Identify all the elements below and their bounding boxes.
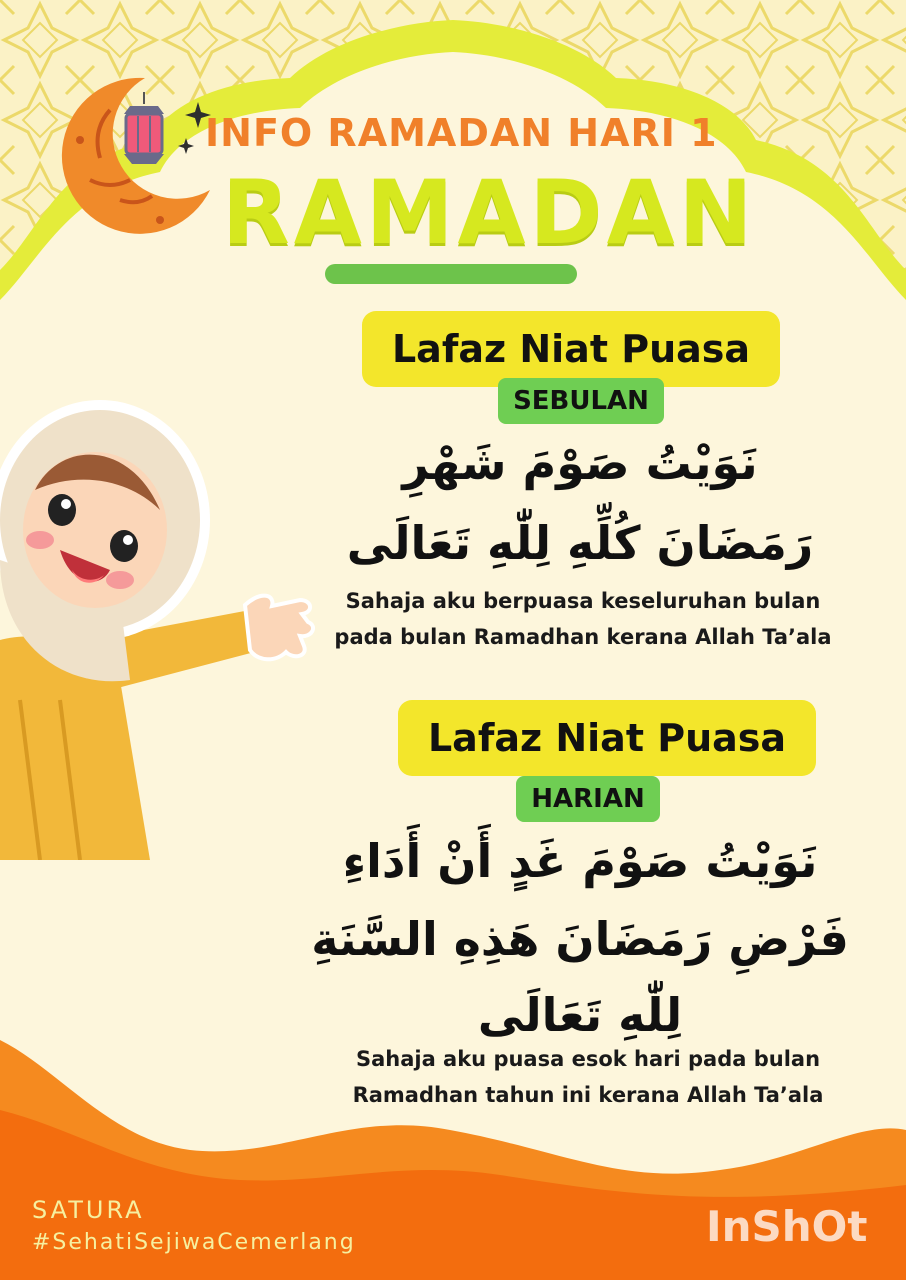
girl-illustration (0, 400, 320, 860)
lantern-icon (118, 92, 170, 172)
monthly-tag: SEBULAN (498, 378, 664, 424)
daily-arabic-line2: فَرْضِ رَمَضَانَ هَذِهِ السَّنَةِ (311, 912, 849, 966)
monthly-translation-line2: pada bulan Ramadhan kerana Allah Ta’ala (334, 625, 832, 649)
header-subtitle: INFO RAMADAN HARI 1 (205, 111, 718, 155)
daily-translation-line1: Sahaja aku puasa esok hari pada bulan (355, 1047, 821, 1071)
header-title: RAMADAN (222, 161, 757, 264)
footer-hashtag: #SehatiSejiwaCemerlang (32, 1230, 356, 1255)
daily-translation-line2: Ramadhan tahun ini kerana Allah Ta’ala (352, 1083, 824, 1107)
monthly-arabic-line1: نَوَيْتُ صَوْمَ شَهْرِ (402, 436, 758, 490)
daily-heading: Lafaz Niat Puasa (398, 700, 816, 776)
daily-arabic-line3: لِلّٰهِ تَعَالَى (477, 988, 683, 1042)
monthly-heading: Lafaz Niat Puasa (362, 311, 780, 387)
inshot-watermark: InShOt (706, 1202, 868, 1251)
daily-tag: HARIAN (516, 776, 660, 822)
monthly-translation-line1: Sahaja aku berpuasa keseluruhan bulan (345, 589, 821, 613)
footer-brand: SATURA (32, 1196, 145, 1224)
daily-arabic-line1: نَوَيْتُ صَوْمَ غَدٍ أَنْ أَدَاءِ (342, 834, 818, 888)
monthly-arabic-line2: رَمَضَانَ كُلِّهِ لِلّٰهِ تَعَالَى (346, 516, 814, 570)
title-underline (325, 264, 577, 284)
